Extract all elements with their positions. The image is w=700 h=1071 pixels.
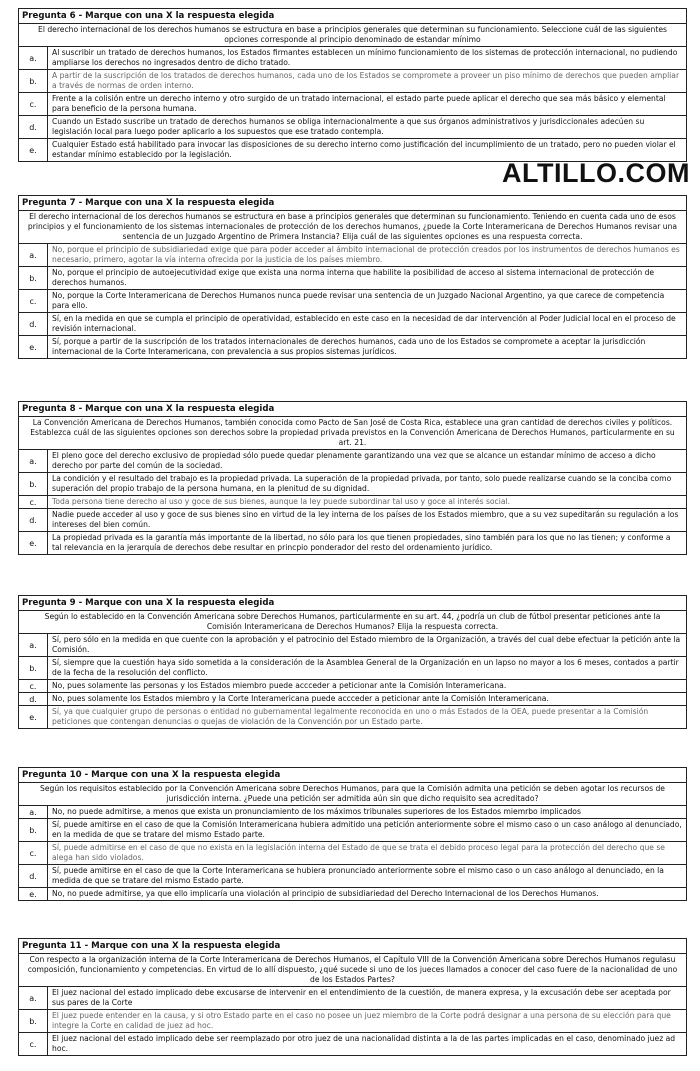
option-letter: d. — [19, 865, 48, 887]
option-text: No, porque la Corte Interamericana de Derechos Humanos nunca puede revisar una sentencia de un Juzgado Nacional Argentino, ya que carece de competencia para ello. — [52, 291, 665, 310]
question-header: Pregunta 7 - Marque con una X la respuesta elegida — [19, 196, 686, 211]
option-row[interactable] — [19, 93, 686, 116]
option-text: No, no puede admitirse, a menos que exista un pronunciamiento de los máximos tribunales superiores de los Estados miemrbo implicados — [52, 807, 581, 816]
option-row[interactable] — [19, 1010, 686, 1033]
question-text: Con respecto a la organización interna de la Corte Interamericana de Derechos Humanos, el Capítulo VIII de la Convención Americana sobre Derechos Humanos regulasu composición, funcionamiento y competencias. En virtud de lo allí dispuesto, ¿qué sucede si uno de los jueces llamados a conocer del caso fuere de la nacionalidad de uno de los Estados Partes? — [19, 954, 686, 987]
question-text: La Convención Americana de Derechos Humanos, también conocida como Pacto de San José de Costa Rica, establece una gran cantidad de derechos civiles y políticos. Establezca cuál de las siguientes opciones son derechos sobre la propiedad privada previstos en la Convención Americana de Derechos Humanos, particularmente en su art. 21. — [19, 417, 686, 450]
option-letter: a. — [19, 244, 48, 266]
option-letter: e. — [19, 139, 48, 161]
option-text: Sí, porque a partir de la suscripción de los tratados internacionales de derechos humanos, cada uno de los Estados se compromete a aceptar la jurisdicción internacional de la Corte Interamericana, con prevalencia a sus propios sistemas jurídicos. — [52, 337, 646, 356]
option-letter: e. — [19, 336, 48, 358]
option-text: Sí, ya que cualquier grupo de personas o entidad no gubernamental legalmente reconocida en uno o más Estados de la OEA, puede presentar a la Comisión peticiones que contengan denuncias o quejas de violación de la Convención por un Estado parte. — [52, 707, 649, 726]
option-text: Frente a la colisión entre un derecho interno y otro surgido de un tratado internacional, el estado parte puede aplicar el derecho que sea más básico y elemental para beneficio de la persona humana. — [52, 94, 666, 113]
option-row[interactable] — [19, 244, 686, 267]
option-text: No, pues solamente las personas y los Estados miembro puede accceder a peticionar ante la Comisión Interamericana. — [52, 681, 507, 690]
option-letter: a. — [19, 987, 48, 1009]
option-text: Sí, puede amitirse en el caso de que la Corte Interamericana se hubiera pronunciado anteriormente sobre el mismo caso o un caso análogo al denunciado, en la medida de que se tratare del mismo Estado parte. — [52, 866, 664, 885]
option-letter: b. — [19, 473, 48, 495]
option-text: Sí, puede amitirse en el caso de que la Comisión Interamericana hubiera admitido una petición anteriormente sobre el mismo caso o un caso análogo al denunciado, en la medida de que se tratare del mismo Estado parte. — [52, 820, 682, 839]
option-letter: d. — [19, 116, 48, 138]
option-text: Toda persona tiene derecho al uso y goce de sus bienes, aunque la ley puede subordinar tal uso y goce al interés social. — [52, 497, 511, 506]
option-letter: d. — [19, 693, 48, 705]
option-letter: a. — [19, 47, 48, 69]
option-text: Cuando un Estado suscribe un tratado de derechos humanos se obliga internacionalmente a que sus órganos administrativos y jurisdiccionales adecúen su legislación local para luego poder aplicarlo a los supuestos que ese tratado contempla. — [52, 117, 645, 136]
option-text: No, porque el principio de autoejecutividad exige que exista una norma interna que habilite la posibilidad de acceso al sistema internacional de protección de derechos humanos. — [52, 268, 655, 287]
option-row[interactable] — [19, 693, 686, 706]
option-letter: b. — [19, 1010, 48, 1032]
option-text: Sí, en la medida en que se cumpla el principio de operatividad, establecido en este caso en la necesidad de dar intervención al Poder Judicial local en el proceso de revisión internacional. — [52, 314, 676, 333]
option-letter: a. — [19, 450, 48, 472]
option-letter: b. — [19, 267, 48, 289]
option-row[interactable] — [19, 865, 686, 888]
option-letter: e. — [19, 706, 48, 728]
option-row[interactable] — [19, 47, 686, 70]
option-letter: c. — [19, 290, 48, 312]
option-letter: e. — [19, 532, 48, 554]
option-row[interactable] — [19, 336, 686, 358]
option-row[interactable] — [19, 806, 686, 819]
option-row[interactable] — [19, 819, 686, 842]
option-text: El juez puede entender en la causa, y si otro Estado parte en el caso no posee un juez miembro de la Corte podrá designar a una persona de su elección para que integre la Corte en calidad de juez ad hoc. — [52, 1011, 671, 1030]
question-text: El derecho internacional de los derechos humanos se estructura en base a principios generales que determinan su funcionamiento. Seleccione cuál de las siguientes opciones corresponde al principio denominado de estandar mínimo — [19, 24, 686, 47]
option-row[interactable] — [19, 987, 686, 1010]
option-row[interactable] — [19, 680, 686, 693]
option-letter: e. — [19, 888, 48, 900]
question-text: El derecho internacional de los derechos humanos se estructura en base a principios generales que determinan su funcionamiento. Teniendo en cuenta cada uno de esos principios y el funcionamiento de los sistemas internacionales de protección de los derechos humanos, ¿puede la Corte Interamericana de Derechos Humanos revisar una sentencia de un Juzgado Argentino de Primera Instancia? Elija cuál de las siguientes opciones es una respuesta correcta. — [19, 211, 686, 244]
option-letter: d. — [19, 509, 48, 531]
option-row[interactable] — [19, 634, 686, 657]
question-11 — [18, 938, 687, 1056]
option-letter: a. — [19, 634, 48, 656]
question-10 — [18, 767, 687, 901]
question-text: Según lo establecido en la Convención Americana sobre Derechos Humanos, particularmente en su art. 44, ¿podría un club de fútbol presentar peticiones ante la Comisión Interamericana de Derechos Humanos? Elija la respuesta correcta. — [19, 611, 686, 634]
altillo-watermark: ALTILLO.COM — [502, 158, 690, 188]
option-letter: c. — [19, 1033, 48, 1055]
option-letter: c. — [19, 496, 48, 508]
option-row[interactable] — [19, 1033, 686, 1055]
option-text: Sí, puede admitirse en el caso de que no exista en la legislación interna del Estado de que se trata el debido proceso legal para la protección del derecho que se alega han sido violados. — [52, 843, 665, 862]
option-text: El juez nacional del estado implicado debe excusarse de intervenir en el entendimiento de la cuestión, de manera expresa, y la excusación debe ser aceptada por sus pares de la Corte — [52, 988, 671, 1007]
option-row[interactable] — [19, 313, 686, 336]
option-letter: b. — [19, 657, 48, 679]
option-letter: b. — [19, 819, 48, 841]
question-header: Pregunta 6 - Marque con una X la respuesta elegida — [19, 9, 686, 24]
option-text: No, no puede admitirse, ya que ello implicaría una violación al principio de subsidiariedad del Derecho Internacional de los Derechos Humanos. — [52, 889, 599, 898]
option-row[interactable] — [19, 116, 686, 139]
option-text: No, pues solamente los Estados miembro y la Corte Interamericana puede accceder a peticionar ante la Comisión Interamericana. — [52, 694, 549, 703]
question-8 — [18, 401, 687, 555]
option-text: A partir de la suscripción de los tratados de derechos humanos, cada uno de los Estados se compromete a proveer un piso mínimo de derechos que pueden ampliar a través de normas de orden interno. — [52, 71, 680, 90]
option-text: Nadie puede acceder al uso y goce de sus bienes sino en virtud de la ley interna de los países de los Estados miembro, que a su vez supeditarán su regulación a los intereses del bien común. — [52, 510, 679, 529]
option-letter: c. — [19, 93, 48, 115]
option-letter: d. — [19, 313, 48, 335]
question-9 — [18, 595, 687, 729]
option-text: Al suscribir un tratado de derechos humanos, los Estados firmantes establecen un mínimo funcionamiento de los sistemas de protección internacional, no pudiendo ampliarse los derechos no ingresados dentro de dicho tratado. — [52, 48, 678, 67]
option-letter: a. — [19, 806, 48, 818]
option-row[interactable] — [19, 657, 686, 680]
option-text: Cualquier Estado está habilitado para invocar las disposiciones de su derecho interno como justificación del incumplimiento de un tratado, pero no pueden violar el estandar mínimo establecido por la legislación. — [52, 140, 676, 159]
option-row[interactable] — [19, 532, 686, 554]
option-row[interactable] — [19, 267, 686, 290]
question-header: Pregunta 8 - Marque con una X la respuesta elegida — [19, 402, 686, 417]
question-6 — [18, 8, 687, 162]
question-7 — [18, 195, 687, 359]
option-text: Sí, siempre que la cuestión haya sido sometida a la consideración de la Asamblea General de la Organización en un lapso no mayor a los 6 meses, contados a partir de la fecha de la resolución del conflicto. — [52, 658, 679, 677]
option-text: No, porque el principio de subsidiariedad exige que para poder acceder al ámbito internacional de protección creados por los instrumentos de derechos humanos es necesario, primero, agotar la vía interna ofrecida por la justicia de los países miembro. — [52, 245, 680, 264]
question-header: Pregunta 11 - Marque con una X la respuesta elegida — [19, 939, 686, 954]
option-row[interactable] — [19, 70, 686, 93]
option-row[interactable] — [19, 842, 686, 865]
option-row[interactable] — [19, 450, 686, 473]
question-text: Según los requisitos establecido por la Convención Americana sobre Derechos Humanos, para que la Comisión admita una petición se deben agotar los recursos de jurisdicción interna. ¿Puede una petición ser admitida aún sin que dicho requisito sea acreditado? — [19, 783, 686, 806]
option-row[interactable] — [19, 509, 686, 532]
option-letter: c. — [19, 842, 48, 864]
question-header: Pregunta 10 - Marque con una X la respuesta elegida — [19, 768, 686, 783]
option-letter: c. — [19, 680, 48, 692]
option-text: La propiedad privada es la garantía más importante de la libertad, no sólo para los que tienen propiedades, sino también para los que no las tienen; y conforme a tal relevancia en la jerarquía de derechos debe resultar en princpio ponderador del resto del ordenamiento jurídico. — [52, 533, 671, 552]
option-row[interactable] — [19, 290, 686, 313]
option-row[interactable] — [19, 496, 686, 509]
option-row[interactable] — [19, 706, 686, 728]
option-text: El pleno goce del derecho exclusivo de propiedad sólo puede quedar plenamente garantizando una vez que se alcance un estandar mínimo de acceso a dicho derecho por parte del común de la sociedad. — [52, 451, 656, 470]
option-row[interactable] — [19, 473, 686, 496]
question-header: Pregunta 9 - Marque con una X la respuesta elegida — [19, 596, 686, 611]
option-text: El juez nacional del estado implicado debe ser reemplazado por otro juez de una nacionalidad distinta a la de las partes implicadas en el caso, denominado juez ad hoc. — [52, 1034, 676, 1053]
option-text: Sí, pero sólo en la medida en que cuente con la aprobación y el patrocinio del Estado miembro de la Organización, a través del cual debe efectuar la petición ante la Comisión. — [52, 635, 681, 654]
option-letter: b. — [19, 70, 48, 92]
option-text: La condición y el resultado del trabajo es la propiedad privada. La superación de la propiedad privada, por tanto, solo puede realizarse cuando se la conciba como superación del propio trabajo de la persona humana, en la plenitud de su dignidad. — [52, 474, 672, 493]
option-row[interactable] — [19, 888, 686, 900]
